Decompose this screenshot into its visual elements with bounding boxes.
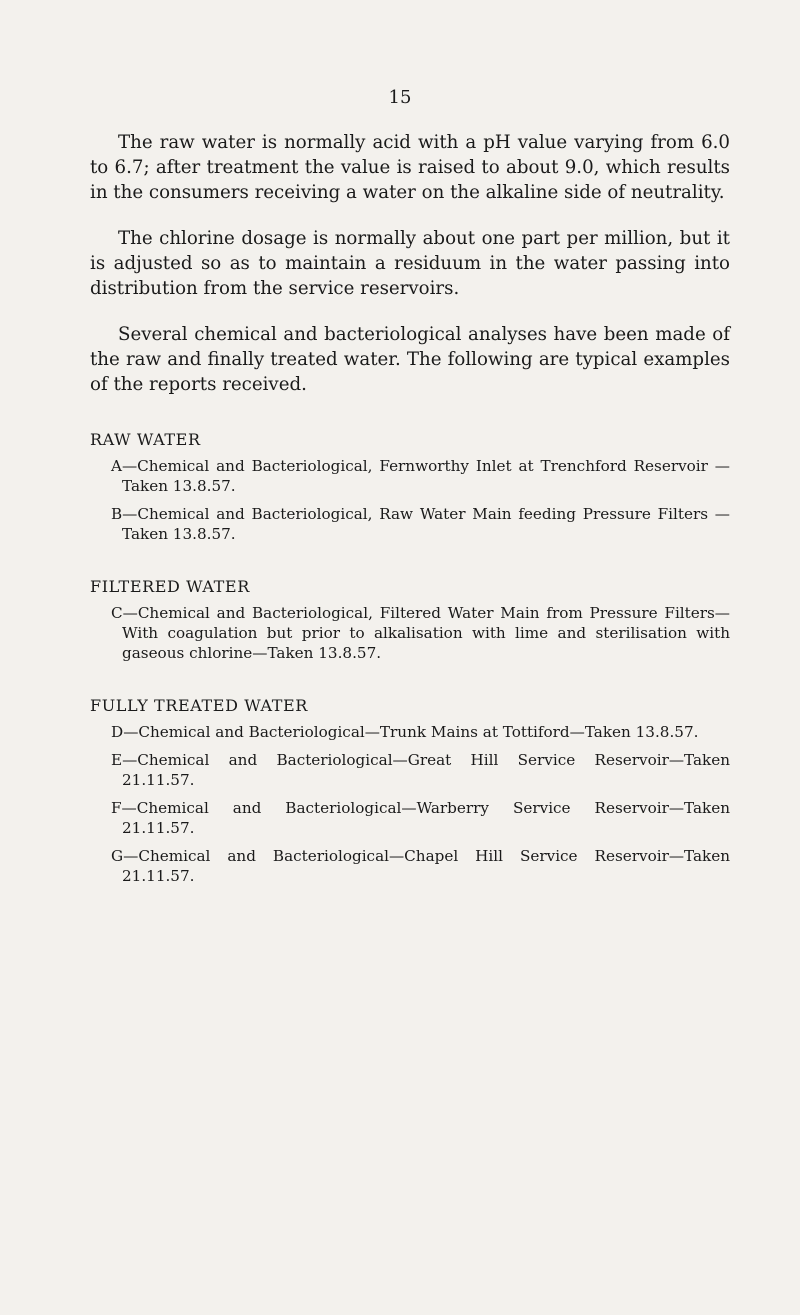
entry-letter: G [111, 847, 124, 865]
report-entry [100, 603, 730, 663]
entry-letter: B [111, 505, 123, 523]
entry-text: —Chemical and Bacteriological—Great Hill Service Reservoir—Taken 21.11.57. [122, 751, 730, 789]
entry-letter: E [111, 751, 123, 769]
entry-text: —Chemical and Bacteriological—Warberry Service Reservoir—Taken 21.11.57. [121, 799, 730, 837]
section-filtered-water [90, 576, 730, 663]
report-entry [100, 798, 730, 838]
report-entry [100, 750, 730, 790]
entry-letter: A [111, 457, 122, 475]
entry-text: —Chemical and Bacteriological, Raw Water Main feeding Pressure Filters —Taken 13.8.57. [122, 505, 730, 543]
section-heading: FULLY TREATED WATER [90, 696, 308, 715]
entry-letter: D [111, 723, 124, 741]
report-entry [100, 722, 730, 742]
entry-text: —Chemical and Bacteriological, Fernworthy Inlet at Trenchford Reservoir —Taken 13.8.57. [121, 457, 730, 495]
section-heading: RAW WATER [90, 430, 201, 449]
page-number: 15 [388, 87, 412, 108]
body-paragraph: The chlorine dosage is normally about one part per million, but it is adjusted so as to maintain a residuum in the water passing into distribution from the service reservoirs. [90, 228, 730, 299]
section-raw-water [90, 429, 730, 544]
body-paragraph: The raw water is normally acid with a pH value varying from 6.0 to 6.7; after treatment the value is raised to about 9.0, which results in the consumers receiving a water on the alkaline side of neutrality. [90, 132, 730, 203]
body-paragraph: Several chemical and bacteriological analyses have been made of the raw and finally treated water. The following are typical examples of the reports received. [90, 324, 730, 395]
entry-text: —Chemical and Bacteriological, Filtered Water Main from Pressure Filters—With coagulation but prior to alkalisation with lime and sterilisation with gaseous chlorine—Taken 13.8.57. [122, 604, 730, 662]
report-entry [100, 846, 730, 886]
report-entry [100, 504, 730, 544]
entry-letter: F [111, 799, 122, 817]
entry-letter: C [111, 604, 123, 622]
entry-text: —Chemical and Bacteriological—Chapel Hill Service Reservoir—Taken 21.11.57. [122, 847, 730, 885]
report-entry [100, 456, 730, 496]
section-fully-treated-water [90, 695, 730, 886]
entry-text: —Chemical and Bacteriological—Trunk Mains at Tottiford—Taken 13.8.57. [123, 723, 699, 741]
section-heading: FILTERED WATER [90, 577, 250, 596]
page-body [90, 130, 730, 894]
